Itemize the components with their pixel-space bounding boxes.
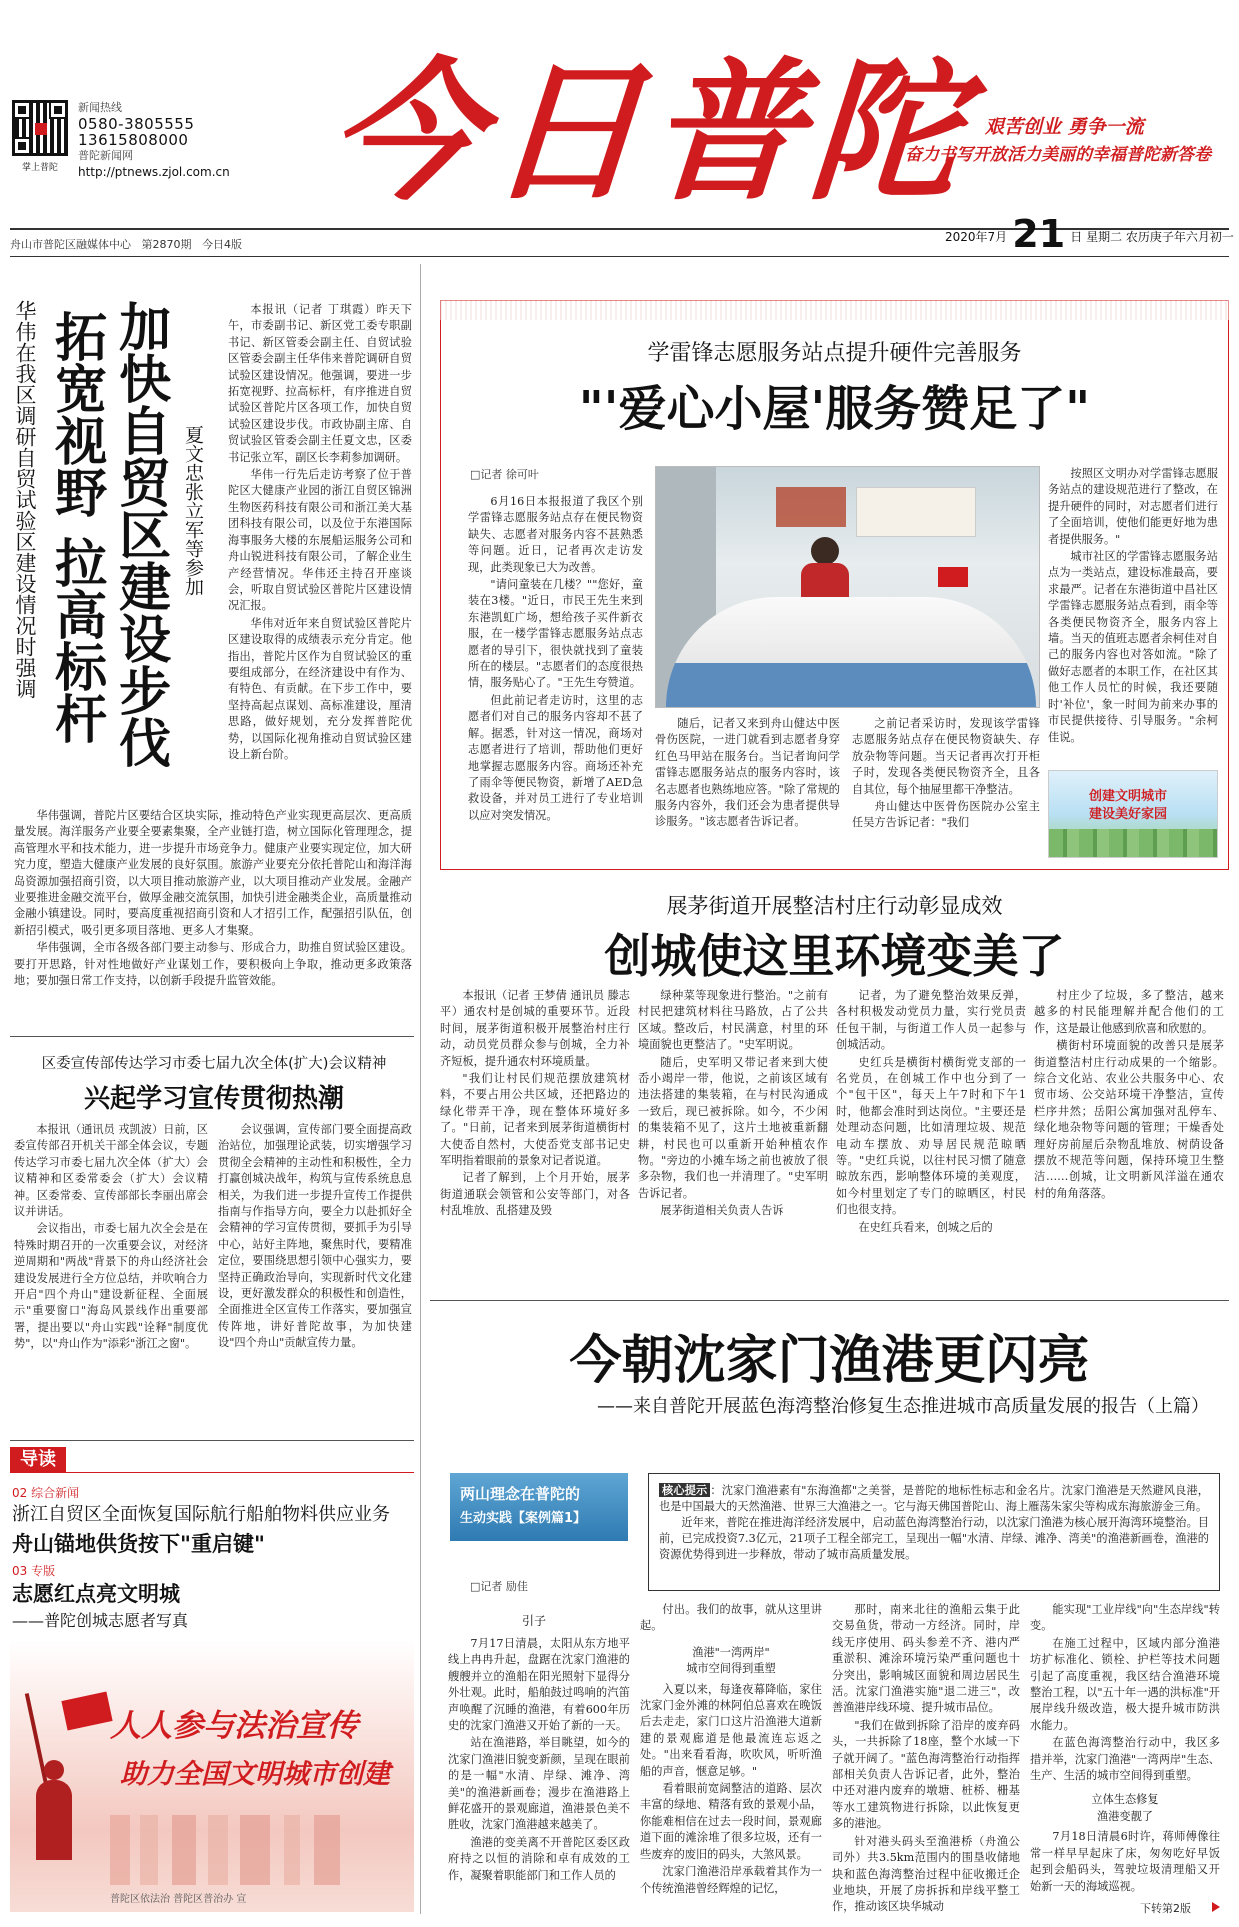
- law-propaganda-ad: [10, 1640, 414, 1912]
- ad-line-1: 人人参与法治宣传: [110, 1708, 358, 1744]
- article-body-col2: 绿种菜等现象进行整治。"之前有村民把建筑材料往马路放，占了公共区域。整改后，村民满意，村里的环境面貌也更整洁了。"史军明说。 随后，史军明又带记者来到大使岙小竭岸一带，他说，之前该区域有违法搭建的集装箱，在与村民沟通成一致后，现已被拆除。如今，不少闲的集装箱不见了，这片土地被重新翻耕，村民也可以重新开始种植农作物。"旁边的小摊车场之前也被放了很多杂物，我们也一并清理了。"史军明告诉记者。 展茅街道相关负责人告诉: [638, 989, 828, 1218]
- slogan-line-1: 艰苦创业 勇争一流: [985, 116, 1144, 138]
- qr-code-icon[interactable]: [12, 100, 68, 156]
- article-body-col2: 付出。我们的故事，就从这里讲起。 渔港"一湾两岸" 城市空间得到重塑 入夏以来，每逢夜幕降临，家住沈家门金外滩的林阿伯总喜欢在晚饭后去走走，家门口这片沿渔港大道新建的景观廊道是他最流连忘返之处。"出来看看海，吹吹风，听听渔船的声音，惬意足够。" 看着眼前宽阔整洁的道路、层次丰富的绿地、精落有致的景观小品，你能难相信在过去一段时间，景观廊道下面的滩涂堆了很多垃圾，还有一些废弃的废旧的码头，大煞风景。 沈家门渔港沿岸承载着其作为一个传统渔港曾经辉煌的记忆，: [640, 1603, 822, 1895]
- continued-arrow-icon: [1212, 1902, 1220, 1912]
- ad-line-2: 助力全国文明城市创建: [120, 1759, 390, 1790]
- web-url[interactable]: http://ptnews.zjol.com.cn: [78, 165, 230, 179]
- web-label: 普陀新闻网: [78, 149, 133, 162]
- publisher-info: 舟山市普陀区融媒体中心 第2870期 今日4版: [10, 238, 242, 251]
- date-suffix: 日 星期二 农历庚子年六月初一: [1070, 230, 1234, 244]
- article-body-col1: 本报讯（记者 丁琪霞）昨天下午，市委副书记、新区党工委专职副书记、新区管委会副主任、自贸试验区管委会副主任华伟来普陀调研自贸试验区建设情况。他强调，要进一步拓宽视野、拉高标杆，有序推进自贸试验区普陀片区各项工作，加快自贸试验区建设步伐。市政协副主席、自贸试验区管委会副主任夏文忠，区委书记张立军，副区长李莉参加调研。 华伟一行先后走访考察了位于普陀区大健康产业园的浙江自贸区锦洲生物医药科技有限公司和浙江美大基团科技有限公司，以及位于东港国际海事服务大楼的东展船运服务公司和舟山锐进科技有限公司，了解企业生产经营情况。华伟还主持召开座谈会，听取自贸试验区普陀片区建设情况汇报。 华伟对近年来自贸试验区普陀片区建设取得的成绩表示充分肯定。他指出，普陀片区作为自贸试验区的重要组成部分，在经济建设中有作为、有特色、有贡献。在下步工作中，要坚持高起点谋划、高标准建设，厘清思路，做好规划，充分发挥普陀优势，以国际化视角推动自贸试验区建设上新台阶。: [228, 303, 412, 761]
- hotline-label: 新闻热线: [78, 101, 122, 114]
- article-byline: □记者 励佳: [470, 1580, 528, 1593]
- series-badge: [450, 1473, 628, 1541]
- article-body-col2: 华伟强调，普陀片区要结合区块实际，推动特色产业实现更高层次、更高质量发展。海洋服务产业要全要素集聚，全产业链打造，树立国际化管理理念，提高管理水平和技术能力，进一步提升市场竞争力。健康产业要实现定位，加大研究力度，塑造大健康产业发展的良好氛围。旅游产业要充分依托普陀山和海洋海岛资源加强招商引资，以大项目推动旅游产业，以大项目推动产业发展。金融产业要推进金融交流平台，做厚金融交流氛围，加快引进金融类企业，高质量推动金融小镇建设。同时，要高度重视招商引资和人才招引工作，配强招引队伍，创新招引模式，吸引更多项目落地、更多人才集聚。 华伟强调，全市各级各部门要主动参与、形成合力，助推自贸试验区建设。要打开思路，针对性地做好产业谋划工作，要积极向上争取，推动更多政策落地；要加强日常工作支持，以创新手段提升监管效能。: [14, 809, 412, 988]
- guide-item-4[interactable]: ——普陀创城志愿者写真: [12, 1611, 189, 1630]
- city-skyline-icon: [100, 1815, 400, 1885]
- article-body-col3: 之前记者采访时，发现该学雷锋志愿服务站点存在便民物资缺失、存放杂物等问题。当天记者再次打开柜子时，发现各类便民物资齐全，且各自其位，每个抽屉里都干净整洁。 舟山健达中医骨伤医院办公室主任吴方告诉记者："我们: [852, 717, 1040, 830]
- masthead-title: 今日普陀: [323, 42, 977, 221]
- masthead: [0, 0, 1239, 258]
- article-body-col1: 本报讯（通讯员 戎凯波）日前，区委宣传部召开机关干部全体会议，专题传达学习市委七届九次全体（扩大）会议精神和区委常委会（扩大）会议精神。区委常委、宣传部部长李丽出席会议并讲话。 会议指出，市委七届九次全会是在特殊时期召开的一次重要会议，对经济逆周期和"两战"背景下的舟山经济社会建设发展进行全方位总结，并吹响合力开启"四个舟山"建设新征程、全面展示"重要窗口"海岛风景线作出重要部署，提出要以"舟山实践"诠释"制度优势"，以"舟山作为"添彩"浙江之窗"。: [14, 1123, 208, 1351]
- flag-bearer-icon: [28, 1690, 98, 1860]
- intro-label: 引子: [522, 1614, 547, 1628]
- guide-label: 导读: [10, 1447, 66, 1473]
- core-tip-label: 核心提示: [659, 1483, 710, 1497]
- guide-section-03[interactable]: 03 专版: [12, 1564, 56, 1578]
- hotline-number-1: 0580-3805555: [78, 115, 195, 133]
- article-body-col1: 6月16日本报报道了我区个别学雷锋志愿服务站点存在便民物资缺失、志愿者对服务内容不甚熟悉等问题。近日，记者再次走访发现，此类现象已大为改善。 "请问童装在几楼？""您好，童装在3楼。"近日，市民王先生来到东港凯虹广场，想给孩子买件新衣服，在一楼学雷锋志愿服务站点志愿者的导引下，很快就找到了童装所在的楼层。"志愿者们的态度很热情，服务贴心了。"王先生夸赞道。 但此前记者走访时，这里的志愿者们对自己的服务内容却不甚了解。据悉，针对这一情况，商场对志愿者进行了培训，帮助他们更好地掌握志愿服务内容。商场还补充了雨伞等便民物资，新增了AED急救设备，并对员工进行了专业培训以应对突发情况。: [468, 495, 643, 822]
- civilization-badge: [1048, 770, 1218, 858]
- guide-section-02[interactable]: 02 综合新闻: [12, 1486, 80, 1500]
- article-subtitle: ——来自普陀开展蓝色海湾整治修复生态推进城市高质量发展的报告（上篇）: [597, 1396, 1209, 1417]
- article-body-col4: 能实现"工业岸线"向"生态岸线"转变。 在施工过程中，区域内部分渔港坊扩标准化、锁栓、护栏等技术问题引起了高度重视，我区结合渔港环境整治工程，以"五十年一遇的洪标准"开展岸线升级改造，极大提升城市防洪水能力。 在蓝色海湾整治行动中，我区多措并举，沈家门渔港"一湾两岸"生态、生产、生活的城市空间得到重塑。 立体生态修复 渔港变靓了 7月18日清晨6时许，蒋师傅像往常一样早早起床了床，匆匆吃好早饭起到会船码头，驾驶垃圾清理船又开始新一天的海域巡视。: [1030, 1603, 1220, 1892]
- service-desk-photo: [655, 466, 1040, 708]
- series-line-1: 两山理念在普陀的: [460, 1485, 581, 1503]
- article-kicker: 展茅街道开展整洁村庄行动彰显成效: [666, 894, 1003, 918]
- article-body-col1: 本报讯（记者 王梦倩 通讯员 滕志平）通农村是创城的重要环节。近段时间，展茅街道积极开展整治村庄行动，动员党员群众参与创城，全力补齐短板，提升通农村环境质量。 "我们让村民们规范摆放建筑材料，不要占用公共区域，还把路边的绿化带弄干净，现在整体环境好多了。"日前，记者来到展茅街道横街村大使岙自然村，大使岙党支部书记史军明指着眼前的景象对记者说道。 记者了解到，上个月开始，展茅街道通联会领管和公安等部门，对各村乱堆放、乱搭建及毁: [440, 989, 630, 1218]
- article-title: "'爱心小屋'服务赞足了": [578, 381, 1091, 437]
- article-body-col1: 7月17日清晨，太阳从东方地平线上冉冉升起，盘踞在沈家门渔港的艘艘并立的渔船在阳光照射下显得分外壮观。此时，船舶鼓过鸣响的汽笛声唤醒了沉睡的渔港，有着600年历史的沈家门渔港又开始了新的一天。 站在渔港路，举目眺望，如今的沈家门渔港旧貌变新颜，呈现在眼前的是一幅"水清、岸绿、滩净、湾美"的渔港新画卷；漫步在渔港路上鲜花盛开的景观廊道，渔港景色美不胜收，沈家门渔港越来越美了。 渔港的变美离不开普陀区委区政府持之以恒的消除和卓有成效的工作，凝聚着职能部门和工作人员的: [448, 1637, 630, 1882]
- headline-main: 加快自贸区建设步伐: [109, 300, 171, 768]
- article-byline: □记者 徐可叶: [470, 468, 539, 481]
- article-kicker: 区委宣传部传达学习市委七届九次全体(扩大)会议精神: [41, 1056, 387, 1072]
- continued-link[interactable]: 下转第2版: [1140, 1902, 1191, 1915]
- headline-kicker: 华伟在我区调研自贸试验区建设情况时强调: [13, 300, 38, 699]
- article-title: 创城使这里环境变美了: [604, 929, 1065, 983]
- badge-line-1: 创建文明城市: [1089, 789, 1168, 804]
- ad-footer: 普陀区依法治 普陀区普治办 宣: [110, 1894, 247, 1905]
- article-title: 兴起学习宣传贯彻热潮: [83, 1084, 344, 1114]
- date-day: 21: [1012, 212, 1066, 256]
- article-body-col3: 记者，为了避免整治效果反弹，各村积极发动党员力量，实行党员责任包干制，与街道工作人员一起参与创城活动。 史红兵是横街村横街党支部的一名党员，在创城工作中也分到了一个"包干区"，每天上午7时和下午1时，他都会准时到达岗位。"主要还是处理动态问题，比如清理垃圾、规范电动车摆放、劝导居民规范晾晒等。"史红兵说，以往村民习惯了随意晾放东西，影响整体环境的美观度，如今村里划定了专门的晾晒区，村民们也很支持。 在史红兵看来，创城之后的: [836, 989, 1026, 1234]
- guide-item-2[interactable]: 舟山锚地供货按下"重启键": [12, 1531, 265, 1556]
- article-title: 今朝沈家门渔港更闪亮: [569, 1330, 1090, 1391]
- article-body-col4: 按照区文明办对学雷锋志愿服务站点的建设规范进行了整改，在提升硬件的同时，对志愿者们进行了全面培训，使他们能更好地为患者提供服务。" 城市社区的学雷锋志愿服务站点为一类站点，建设标准最高，要求最严。记者在东港街道中昌社区学雷锋志愿服务站点看到，雨伞等各类便民物资齐全，服务内容上墙。当天的值班志愿者余柯佳对自己的服务内容也对答如流。"除了做好志愿者的本职工作，在社区其他工作人员忙的时候，我还要随时'补位'，象一时间为前来办事的市民提供接待、引导服务。"余柯佳说。: [1048, 467, 1218, 744]
- headline-second: 拓宽视野 拉高标杆: [45, 310, 107, 745]
- core-tip-text: ：沈家门渔港素有"东海渔都"之美誉，是普陀的地标性标志和金名片。沈家门渔港是天然避风良港，也是中国最大的天然渔港、世界三大渔港之一。它与海天佛国普陀山、海上雁荡朱家尖等构成东海旅游金三角。: [659, 1484, 1209, 1513]
- slogan-line-2: 奋力书写开放活力美丽的幸福普陀新答卷: [905, 145, 1211, 165]
- article-body-col4: 村庄少了垃圾，多了整洁，越来越多的村民能理解并配合他们的工作，这是最让他感到欣喜和欣慰的。 横街村环境面貌的改善只是展茅街道整洁村庄行动成果的一个缩影。综合文化站、农业公共服务中心、农贸市场、公交站环境干净整洁，宣传栏序井然；岳阳公寓加强对乱停车、绿化地杂物等问题的管理；干燥香处理好房前屋后杂物乱堆放、树荫设备摆放不规范等问题，保持环境卫生整洁……创城，让文明新风洋溢在通农村的角角落落。: [1034, 989, 1224, 1200]
- guide-item-3[interactable]: 志愿红点亮文明城: [12, 1581, 180, 1606]
- qr-caption: 掌上普陀: [21, 163, 58, 173]
- series-line-2: 生动实践【案例篇1】: [460, 1511, 587, 1526]
- core-tip-text-2: 近年来，普陀在推进海洋经济发展中，启动蓝色海湾整治行动，以沈家门渔港为核心展开海湾环境整治。目前，已完成投资7.3亿元，21项子工程全部完工，呈现出一幅"水清、岸绿、滩净、湾美"的渔港新画卷，渔港的资源优势得到进一步释放，带动了城市高质量发展。: [659, 1516, 1209, 1561]
- date-prefix: 2020年7月: [945, 230, 1008, 244]
- article-body-col2: 随后，记者又来到舟山健达中医骨伤医院，一进门就看到志愿者身穿红色马甲站在服务台。当记者询问学雷锋志愿服务站点的服务内容时，该名志愿者也熟练地应答。"除了常规的服务内容外，我们还会为患者提供导诊服务。"该志愿者告诉记者。: [655, 717, 840, 829]
- article-body-col2: 会议强调，宣传部门要全面提高政治站位，加强理论武装，切实增强学习贯彻全会精神的主动性和积极性，全力打赢创城决战年，构筑与宣传系统息息相关，为我们进一步提升宣传工作提供指南与作指导方向，要全力以赴抓好全会精神的学习宣传贯彻，要抓手为引导中心，站好主阵地，聚焦时代，要精准定位，要围绕思想引领中心强实力，要坚持正确政治导向，实现新时代文化建设，更好激发群众的积极性和创造性，全面推进全区宣传工作落实，要加强宣传阵地，讲好普陀故事，为加快建设"四个舟山"贡献宣传力量。: [218, 1123, 412, 1350]
- guide-item-1[interactable]: 浙江自贸区全面恢复国际航行船舶物料供应业务: [12, 1504, 390, 1525]
- hotline-number-2: 13615808000: [78, 131, 189, 149]
- article-kicker: 学雷锋志愿服务站点提升硬件完善服务: [647, 341, 1022, 366]
- headline-attendees: 夏文忠张立军等参加: [181, 425, 204, 596]
- badge-line-2: 建设美好家园: [1089, 807, 1168, 822]
- article-body-col3: 那时，南来北往的渔船云集于此交易鱼货，带动一方经济。同时，岸线无序使用、码头参差不齐、港内严重淤积、滩涂环境污染严重问题也十分突出，影响城区面貌和周边居民生活。沈家门渔港实施"退二进三"，改善渔港岸线环境、提升城市品位。 "我们在做到拆除了沿岸的废弃码头，一共拆除了18座，整个水域一下子就开阔了。"蓝色海湾整治行动指挥部相关负责人告诉记者，此外，整治中还对港内废弃的墩塘、桩桥、栅基等水工建筑物进行拆除，以此恢复更多的港池。 针对港头码头至渔港桥（舟渔公司外）共3.5km范围内的围垦收储地块和蓝色海湾整治过程中征收搬迁企业地块，开展了房拆拆和岸线平整工作，推动该区块华城动: [832, 1603, 1020, 1914]
- core-tip-box: [648, 1473, 1220, 1591]
